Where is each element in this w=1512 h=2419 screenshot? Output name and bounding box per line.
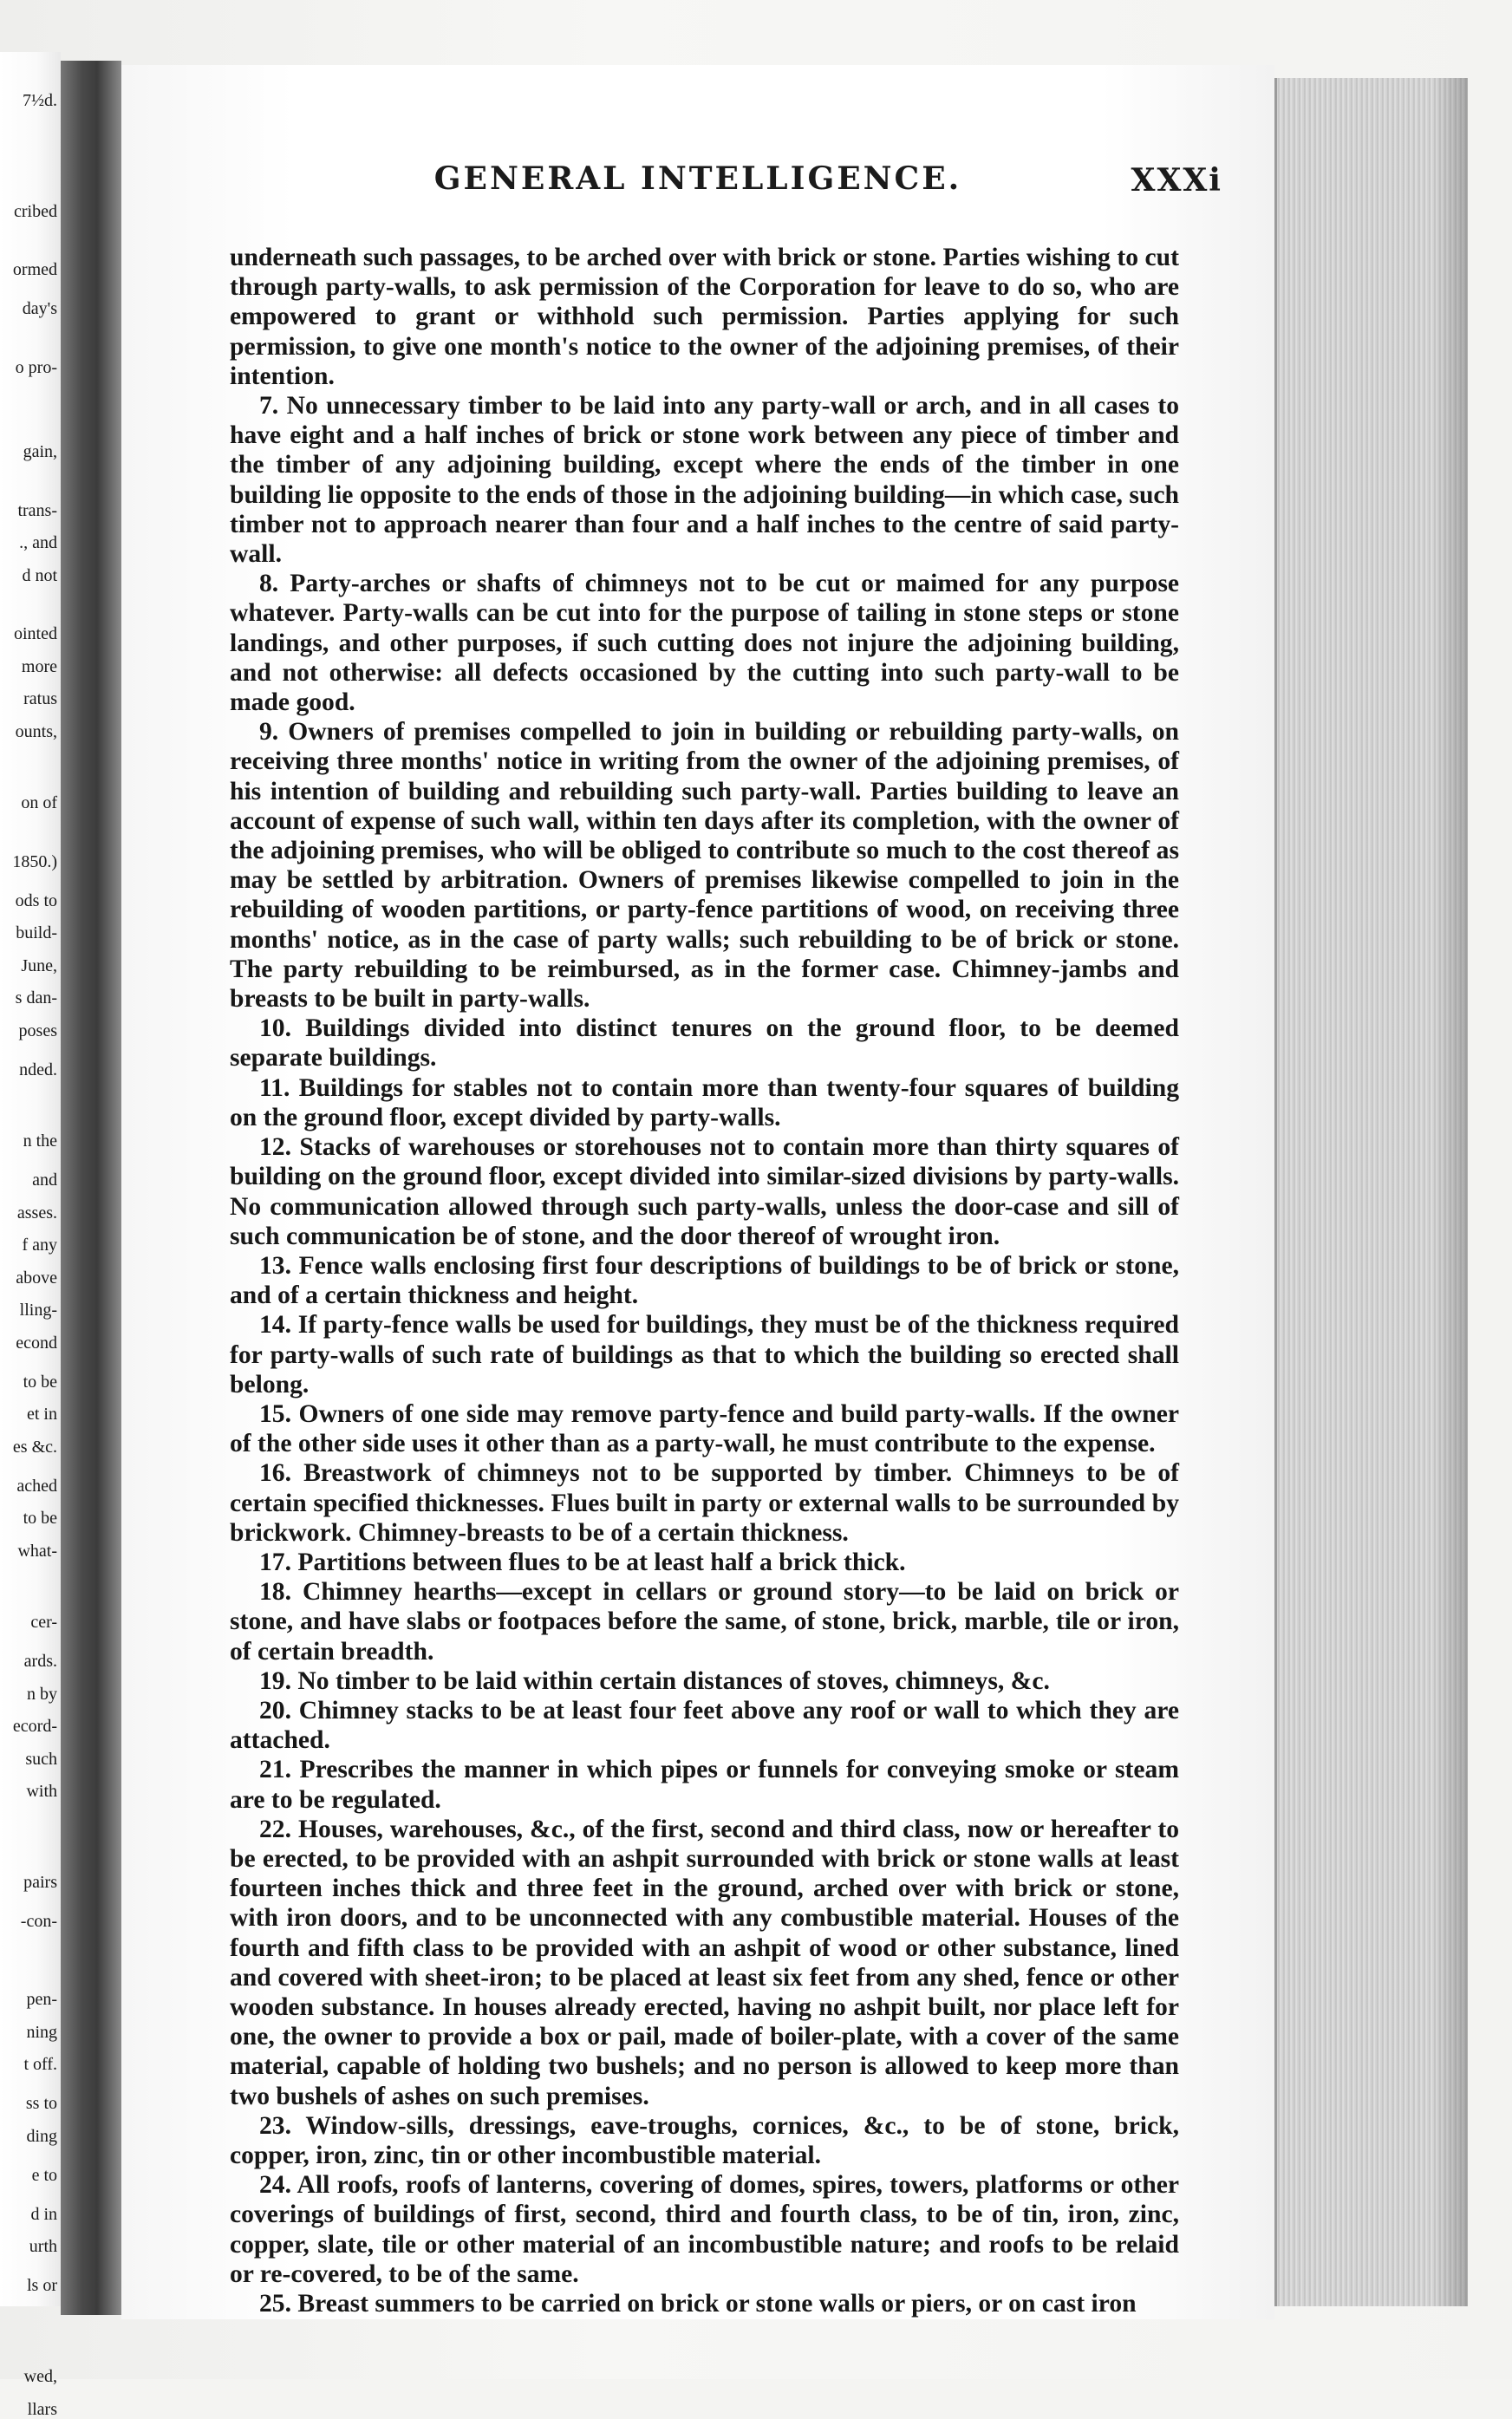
adjacent-page-fragment: lling- — [19, 1301, 57, 1320]
adjacent-page-fragment: pairs — [23, 1873, 57, 1892]
paragraph: 24. All roofs, roofs of lanterns, covering of domes, spires, towers, platforms or other coverings of buildings of first, second, third and fourth class, to be of tin, iron, zinc, copper, slate, tile or other material of an incombustible nature; and roofs to be relaid or re-covered, to be of the same. — [230, 2171, 1179, 2288]
paragraph: 16. Breastwork of chimneys not to be supported by timber. Chimneys to be of certain specified thicknesses. Flues built in party or external walls to be surrounded by brickwork. Chimney-breasts to be of a certain thickness. — [230, 1459, 1179, 1547]
adjacent-page-fragment: d not — [22, 565, 57, 585]
paragraph: 23. Window-sills, dressings, eave-troughs, cornices, &c., to be of stone, brick, copper, iron, zinc, tin or other incombustible material. — [230, 2111, 1179, 2169]
paragraph: 9. Owners of premises compelled to join in building or rebuilding party-walls, on receiving three months' notice in writing from the owner of the adjoining premises, of his intention of building and rebuilding such party-wall. Parties building to leave an account of expense of such wall, within ten days after its completion, with the owner of the adjoining premises, who will be obliged to contribute so much to the cost thereof as may be settled by arbitration. Owners of premises likewise compelled to join in the rebuilding of wooden partitions, or party-fence partitions of wood, on receiving three months' notice, as in the case of party walls; such rebuilding to be of brick or stone. The party rebuilding to be reimbursed, as in the former case. Chimney-jambs and breasts to be built in party-walls. — [230, 718, 1179, 1014]
adjacent-page-fragment: more — [21, 656, 57, 676]
adjacent-page-fragment: cer- — [30, 1613, 57, 1632]
adjacent-page-fragment: wed, — [23, 2367, 57, 2386]
adjacent-page-fragment: cribed — [14, 201, 57, 221]
adjacent-page-fragment: ointed — [14, 624, 57, 643]
adjacent-page-fragment: f any — [22, 1236, 57, 1255]
adjacent-page-fragment: and — [32, 1170, 57, 1190]
paragraph: 12. Stacks of warehouses or storehouses not to contain more than thirty squares of building on the ground floor, except divided into similar-sized divisions by party-walls. No communication allowed through such party-walls, unless the door-case and sill of such communication be of stone, and the door thereof of wrought iron. — [230, 1133, 1179, 1250]
paragraph: 8. Party-arches or shafts of chimneys not to be cut or maimed for any purpose whatever. Party-walls can be cut into for the purpose of tailing in stone steps or stone landings, and other purposes, if such cutting does not injure the adjoining building, and not otherwise: all defects occasioned by the cutting into such party-wall to be made good. — [230, 570, 1179, 717]
adjacent-page-fragment: ratus — [23, 689, 57, 708]
adjacent-page-fragment: poses — [18, 1020, 57, 1040]
paragraph: 11. Buildings for stables not to contain more than twenty-four squares of building on the ground floor, except divided by party-walls. — [230, 1073, 1179, 1131]
paragraph: 20. Chimney stacks to be at least four feet above any roof or wall to which they are attached. — [230, 1696, 1179, 1755]
adjacent-page-strip — [0, 52, 61, 2419]
adjacent-page-fragment: what- — [17, 1541, 57, 1561]
adjacent-page-fragment: trans- — [17, 500, 57, 520]
paragraph: 7. No unnecessary timber to be laid into any party-wall or arch, and in all cases to have eight and a half inches of brick or stone work between any piece of timber and the timber of any adjoining building, except where the ends of the timber in one building lie opposite to the ends of those in the adjoining building—in which case, such timber not to approach nearer than four and a half inches to the centre of said party-wall. — [230, 392, 1179, 569]
paragraph: 13. Fence walls enclosing first four descriptions of buildings to be of brick or stone, and of a certain thickness and height. — [230, 1251, 1179, 1310]
adjacent-page-fragment: above — [16, 1268, 57, 1288]
adjacent-page-fragment: ached — [16, 1476, 57, 1496]
paragraph: 15. Owners of one side may remove party-fence and build party-walls. If the owner of the other side uses it other than as a party-wall, he must contribute to the expense. — [230, 1399, 1179, 1458]
running-header — [121, 160, 1274, 204]
adjacent-page-fragment: with — [26, 1782, 57, 1801]
adjacent-page-fragment: ounts, — [15, 721, 57, 741]
adjacent-page-fragment: n by — [27, 1684, 57, 1704]
paragraph: 18. Chimney hearths—except in cellars or ground story—to be laid on brick or stone, and have slabs or footpaces before the same, of stone, brick, marble, tile or iron, of certain breadth. — [230, 1578, 1179, 1666]
adjacent-page-fragment: 1850.) — [12, 851, 57, 871]
adjacent-page-fragment: e to — [31, 2165, 57, 2185]
paragraph: 22. Houses, warehouses, &c., of the first, second and third class, now or hereafter to be erected, to be provided with an ashpit surrounded with brick or stone walls at least fourteen inches thick and three feet in the ground, arched over with brick or stone, with iron doors, and to be unconnected with any combustible material. Houses of the fourth and fifth class to be provided with an ashpit of wood or other substance, lined and covered with sheet-iron; to be placed at least six feet from any shed, fence or other wooden substance. In houses already erected, having no ashpit built, nor place left for one, the owner to provide a box or pail, made of boiler-plate, with a cover of the same material, capable of holding two bushels; and no person is allowed to keep more than two bushels of ashes on such premises. — [230, 1815, 1179, 2110]
page-number: XXXi — [1131, 162, 1222, 199]
adjacent-page-fragment: day's — [22, 299, 57, 318]
adjacent-page-fragment: 7½d. — [23, 91, 57, 110]
running-title: GENERAL INTELLIGENCE. — [433, 160, 962, 197]
adjacent-page-fragment: d in — [30, 2204, 57, 2224]
adjacent-page-fragment: ning — [26, 2022, 57, 2042]
paragraph: 19. No timber to be laid within certain distances of stoves, chimneys, &c. — [259, 1666, 1050, 1695]
adjacent-page-fragment: s dan- — [15, 988, 57, 1007]
adjacent-page-fragment: build- — [16, 923, 57, 942]
adjacent-page-fragment: econd — [16, 1333, 57, 1353]
adjacent-page-fragment: June, — [21, 955, 57, 975]
book-gutter — [61, 61, 121, 2315]
paragraph: 21. Prescribes the manner in which pipes or funnels for conveying smoke or steam are to be regulated. — [230, 1756, 1179, 1814]
adjacent-page-fragment: ormed — [12, 260, 57, 279]
adjacent-page-fragment: llars — [27, 2399, 57, 2419]
adjacent-page-fragment: ls or — [27, 2276, 57, 2295]
adjacent-page-fragment: t off. — [23, 2055, 57, 2074]
adjacent-page-fragment: et in — [27, 1405, 57, 1424]
paragraph: underneath such passages, to be arched over with brick or stone. Parties wishing to cut through party-walls, to ask permission of the Corporation for leave to do so, who are empowered to grant or withhold such permission. Parties applying for such permission, to give one month's notice to the owner of the adjoining premises, of their intention. — [230, 244, 1179, 390]
body-text — [230, 243, 1179, 2318]
paragraph: 17. Partitions between flues to be at least half a brick thick. — [259, 1548, 906, 1576]
adjacent-page-fragment: es &c. — [12, 1437, 57, 1457]
adjacent-page-fragment: -con- — [20, 1912, 57, 1931]
adjacent-page-fragment: ods to — [15, 890, 57, 910]
adjacent-page-fragment: urth — [29, 2237, 57, 2256]
paragraph: 14. If party-fence walls be used for buildings, they must be of the thickness required for party-walls of such rate of buildings as that to which the building so erected shall belong. — [230, 1311, 1179, 1399]
adjacent-page-fragment: ., and — [19, 533, 57, 552]
adjacent-page-fragment: pen- — [26, 1990, 57, 2009]
adjacent-page-fragment: ecord- — [12, 1717, 57, 1736]
paragraph: 10. Buildings divided into distinct tenures on the ground floor, to be deemed separate buildings. — [230, 1014, 1179, 1073]
page-edges — [1274, 78, 1468, 2306]
adjacent-page-fragment: such — [25, 1749, 57, 1769]
adjacent-page-fragment: ding — [26, 2126, 57, 2146]
adjacent-page-fragment: asses. — [16, 1203, 57, 1223]
adjacent-page-fragment: nded. — [19, 1060, 57, 1079]
adjacent-page-fragment: ss to — [25, 2094, 57, 2113]
adjacent-page-fragment: ards. — [23, 1652, 57, 1671]
adjacent-page-fragment: to be — [23, 1509, 57, 1528]
paragraph: 25. Breast summers to be carried on brick or stone walls or piers, or on cast iron — [259, 2290, 1137, 2318]
adjacent-page-fragment: o pro- — [15, 357, 57, 377]
adjacent-page-fragment: n the — [23, 1131, 57, 1151]
adjacent-page-fragment: to be — [23, 1372, 57, 1392]
adjacent-page-fragment: on of — [21, 793, 57, 812]
adjacent-page-fragment: gain, — [23, 442, 57, 461]
